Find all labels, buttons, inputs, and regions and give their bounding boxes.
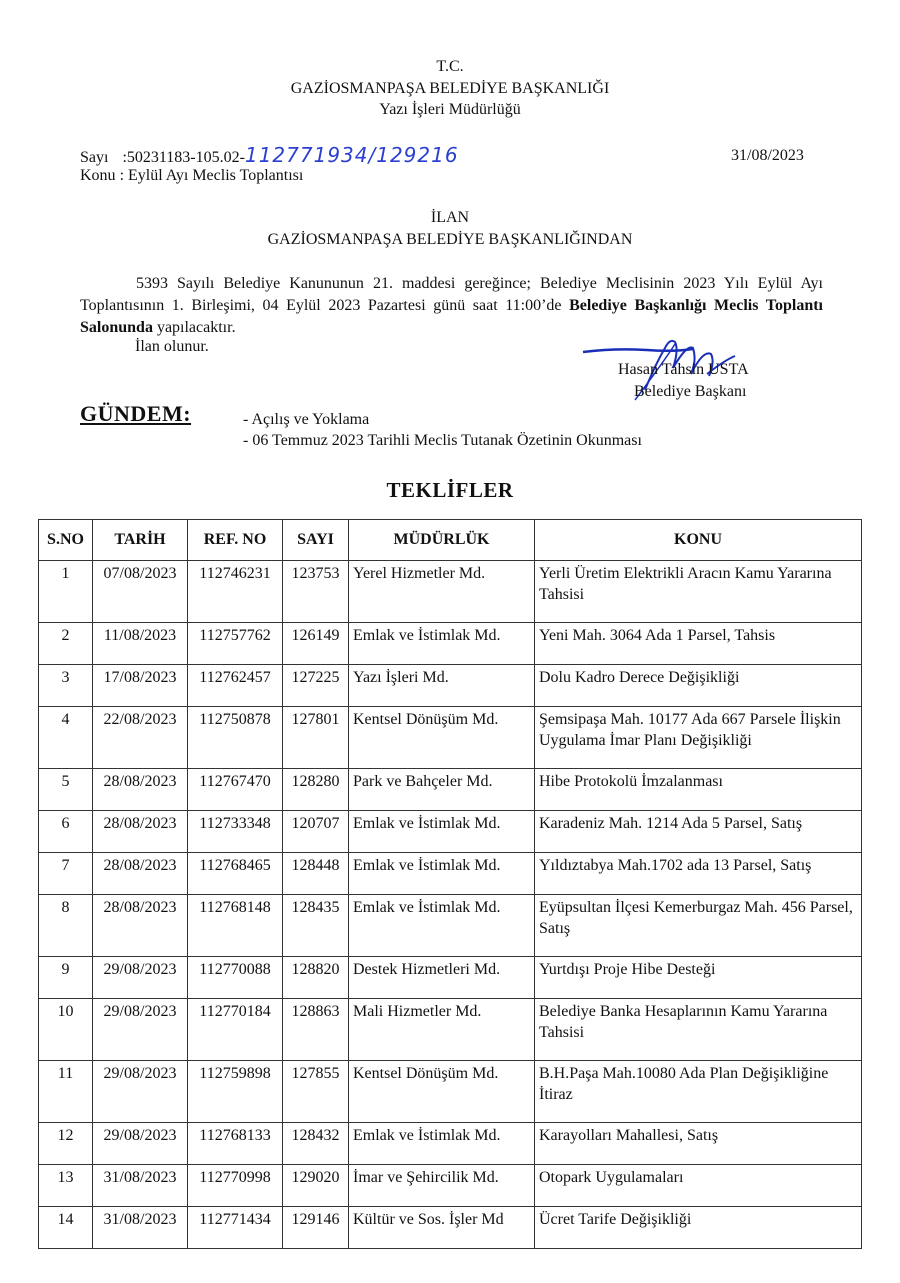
row-directorate: İmar ve Şehircilik Md. — [349, 1165, 535, 1207]
column-header: TARİH — [93, 520, 188, 561]
table-row — [39, 853, 862, 895]
header-department: Yazı İşleri Müdürlüğü — [379, 101, 521, 118]
row-ref-no: 112762457 — [188, 665, 283, 707]
row-directorate: Emlak ve İstimlak Md. — [349, 623, 535, 665]
row-number: 14 — [39, 1207, 93, 1249]
row-date: 28/08/2023 — [93, 853, 188, 895]
konu-line — [80, 166, 303, 186]
row-ref-no: 112770088 — [188, 957, 283, 999]
agenda-item: - Açılış ve Yoklama — [243, 411, 370, 428]
row-date: 11/08/2023 — [93, 623, 188, 665]
row-sayi: 120707 — [283, 811, 349, 853]
row-directorate: Kentsel Dönüşüm Md. — [349, 1061, 535, 1123]
row-ref-no: 112768465 — [188, 853, 283, 895]
row-subject: Karayolları Mahallesi, Satış — [535, 1123, 862, 1165]
row-number: 10 — [39, 999, 93, 1061]
row-ref-no: 112750878 — [188, 707, 283, 769]
row-directorate: Kentsel Dönüşüm Md. — [349, 707, 535, 769]
row-subject: Yeni Mah. 3064 Ada 1 Parsel, Tahsis — [535, 623, 862, 665]
announcement-issuer: GAZİOSMANPAŞA BELEDİYE BAŞKANLIĞINDAN — [267, 231, 633, 248]
row-sayi: 127801 — [283, 707, 349, 769]
row-directorate: Kültür ve Sos. İşler Md — [349, 1207, 535, 1249]
row-sayi: 128435 — [283, 895, 349, 957]
row-date: 29/08/2023 — [93, 1061, 188, 1123]
table-row — [39, 707, 862, 769]
row-subject: Dolu Kadro Derece Değişikliği — [535, 665, 862, 707]
row-number: 13 — [39, 1165, 93, 1207]
table-row — [39, 1207, 862, 1249]
row-number: 9 — [39, 957, 93, 999]
row-sayi: 123753 — [283, 561, 349, 623]
column-header: KONU — [535, 520, 862, 561]
row-directorate: Yazı İşleri Md. — [349, 665, 535, 707]
sayi-line — [80, 145, 459, 168]
row-subject: Eyüpsultan İlçesi Kemerburgaz Mah. 456 Parsel, Satış — [535, 895, 862, 957]
table-row — [39, 623, 862, 665]
table-row — [39, 769, 862, 811]
row-subject: Yıldıztabya Mah.1702 ada 13 Parsel, Satış — [535, 853, 862, 895]
table-row — [39, 665, 862, 707]
row-directorate: Emlak ve İstimlak Md. — [349, 1123, 535, 1165]
row-directorate: Park ve Bahçeler Md. — [349, 769, 535, 811]
signer-title: Belediye Başkanı — [634, 383, 747, 400]
row-sayi: 128280 — [283, 769, 349, 811]
column-header: MÜDÜRLÜK — [349, 520, 535, 561]
sayi-value: :50231183-105.02- — [122, 149, 245, 166]
announcement-title: İLAN — [430, 209, 470, 226]
row-subject: Hibe Protokolü İmzalanması — [535, 769, 862, 811]
row-number: 1 — [39, 561, 93, 623]
konu-label: Konu — [80, 167, 116, 184]
row-date: 28/08/2023 — [93, 895, 188, 957]
row-ref-no: 112771434 — [188, 1207, 283, 1249]
header-institution: GAZİOSMANPAŞA BELEDİYE BAŞKANLIĞI — [290, 80, 610, 97]
sayi-label: Sayı — [80, 149, 109, 166]
row-ref-no: 112770998 — [188, 1165, 283, 1207]
table-row — [39, 1165, 862, 1207]
row-number: 4 — [39, 707, 93, 769]
signer-name: Hasan Tahsin USTA — [618, 361, 749, 378]
row-ref-no: 112770184 — [188, 999, 283, 1061]
row-subject: Yerli Üretim Elektrikli Aracın Kamu Yararına Tahsisi — [535, 561, 862, 623]
row-date: 29/08/2023 — [93, 957, 188, 999]
document-date: 31/08/2023 — [731, 147, 804, 164]
row-number: 5 — [39, 769, 93, 811]
row-sayi: 127855 — [283, 1061, 349, 1123]
row-directorate: Emlak ve İstimlak Md. — [349, 853, 535, 895]
row-subject: Belediye Banka Hesaplarının Kamu Yararına Tahsisi — [535, 999, 862, 1061]
proposals-title: TEKLİFLER — [386, 478, 514, 502]
row-sayi: 128863 — [283, 999, 349, 1061]
row-directorate: Emlak ve İstimlak Md. — [349, 895, 535, 957]
column-header: S.NO — [39, 520, 93, 561]
row-date: 31/08/2023 — [93, 1207, 188, 1249]
row-sayi: 128432 — [283, 1123, 349, 1165]
row-sayi: 129020 — [283, 1165, 349, 1207]
row-directorate: Yerel Hizmetler Md. — [349, 561, 535, 623]
row-subject: B.H.Paşa Mah.10080 Ada Plan Değişikliğine İtiraz — [535, 1061, 862, 1123]
row-number: 12 — [39, 1123, 93, 1165]
row-date: 17/08/2023 — [93, 665, 188, 707]
row-date: 28/08/2023 — [93, 769, 188, 811]
row-ref-no: 112759898 — [188, 1061, 283, 1123]
row-ref-no: 112768133 — [188, 1123, 283, 1165]
row-ref-no: 112746231 — [188, 561, 283, 623]
paragraph-text: 5393 Sayılı Belediye Kanununun 21. maddesi gereğince; Belediye Meclisinin 2023 Yılı Eylül Ayı Toplantısının 1. Birleşimi, 04 Eylül 2023 Pazartesi günü saat 11:00’de — [80, 275, 823, 314]
row-sayi: 128448 — [283, 853, 349, 895]
row-ref-no: 112733348 — [188, 811, 283, 853]
column-header: REF. NO — [188, 520, 283, 561]
row-number: 8 — [39, 895, 93, 957]
row-date: 28/08/2023 — [93, 811, 188, 853]
agenda-list — [243, 409, 642, 451]
agenda-title: GÜNDEM: — [80, 401, 192, 426]
row-date: 31/08/2023 — [93, 1165, 188, 1207]
row-subject: Karadeniz Mah. 1214 Ada 5 Parsel, Satış — [535, 811, 862, 853]
proposals-table — [38, 519, 862, 1249]
row-sayi: 127225 — [283, 665, 349, 707]
row-directorate: Emlak ve İstimlak Md. — [349, 811, 535, 853]
table-row — [39, 999, 862, 1061]
row-date: 29/08/2023 — [93, 999, 188, 1061]
table-row — [39, 561, 862, 623]
agenda-item: - 06 Temmuz 2023 Tarihli Meclis Tutanak Özetinin Okunması — [243, 432, 642, 449]
row-date: 29/08/2023 — [93, 1123, 188, 1165]
row-subject: Otopark Uygulamaları — [535, 1165, 862, 1207]
row-number: 7 — [39, 853, 93, 895]
row-subject: Ücret Tarife Değişikliği — [535, 1207, 862, 1249]
row-subject: Yurtdışı Proje Hibe Desteği — [535, 957, 862, 999]
table-row — [39, 811, 862, 853]
row-number: 2 — [39, 623, 93, 665]
column-header: SAYI — [283, 520, 349, 561]
row-number: 6 — [39, 811, 93, 853]
table-row — [39, 1123, 862, 1165]
paragraph-bold-location: Belediye Başkanlığı Meclis Toplantı Salonunda — [80, 297, 823, 336]
row-date: 22/08/2023 — [93, 707, 188, 769]
sayi-handwritten-number: 112771934/129216 — [244, 143, 459, 167]
table-row — [39, 1061, 862, 1123]
header-line-tc: T.C. — [436, 58, 464, 75]
row-sayi: 128820 — [283, 957, 349, 999]
row-sayi: 129146 — [283, 1207, 349, 1249]
closing-text: İlan olunur. — [135, 338, 209, 355]
table-header-row — [39, 520, 862, 561]
paragraph-end: yapılacaktır. — [152, 319, 236, 336]
row-number: 11 — [39, 1061, 93, 1123]
table-row — [39, 957, 862, 999]
row-number: 3 — [39, 665, 93, 707]
row-directorate: Mali Hizmetler Md. — [349, 999, 535, 1061]
row-date: 07/08/2023 — [93, 561, 188, 623]
konu-value: : Eylül Ayı Meclis Toplantısı — [119, 167, 304, 184]
row-ref-no: 112768148 — [188, 895, 283, 957]
row-ref-no: 112757762 — [188, 623, 283, 665]
row-sayi: 126149 — [283, 623, 349, 665]
row-directorate: Destek Hizmetleri Md. — [349, 957, 535, 999]
row-subject: Şemsipaşa Mah. 10177 Ada 667 Parsele İlişkin Uygulama İmar Planı Değişikliği — [535, 707, 862, 769]
row-ref-no: 112767470 — [188, 769, 283, 811]
table-row — [39, 895, 862, 957]
